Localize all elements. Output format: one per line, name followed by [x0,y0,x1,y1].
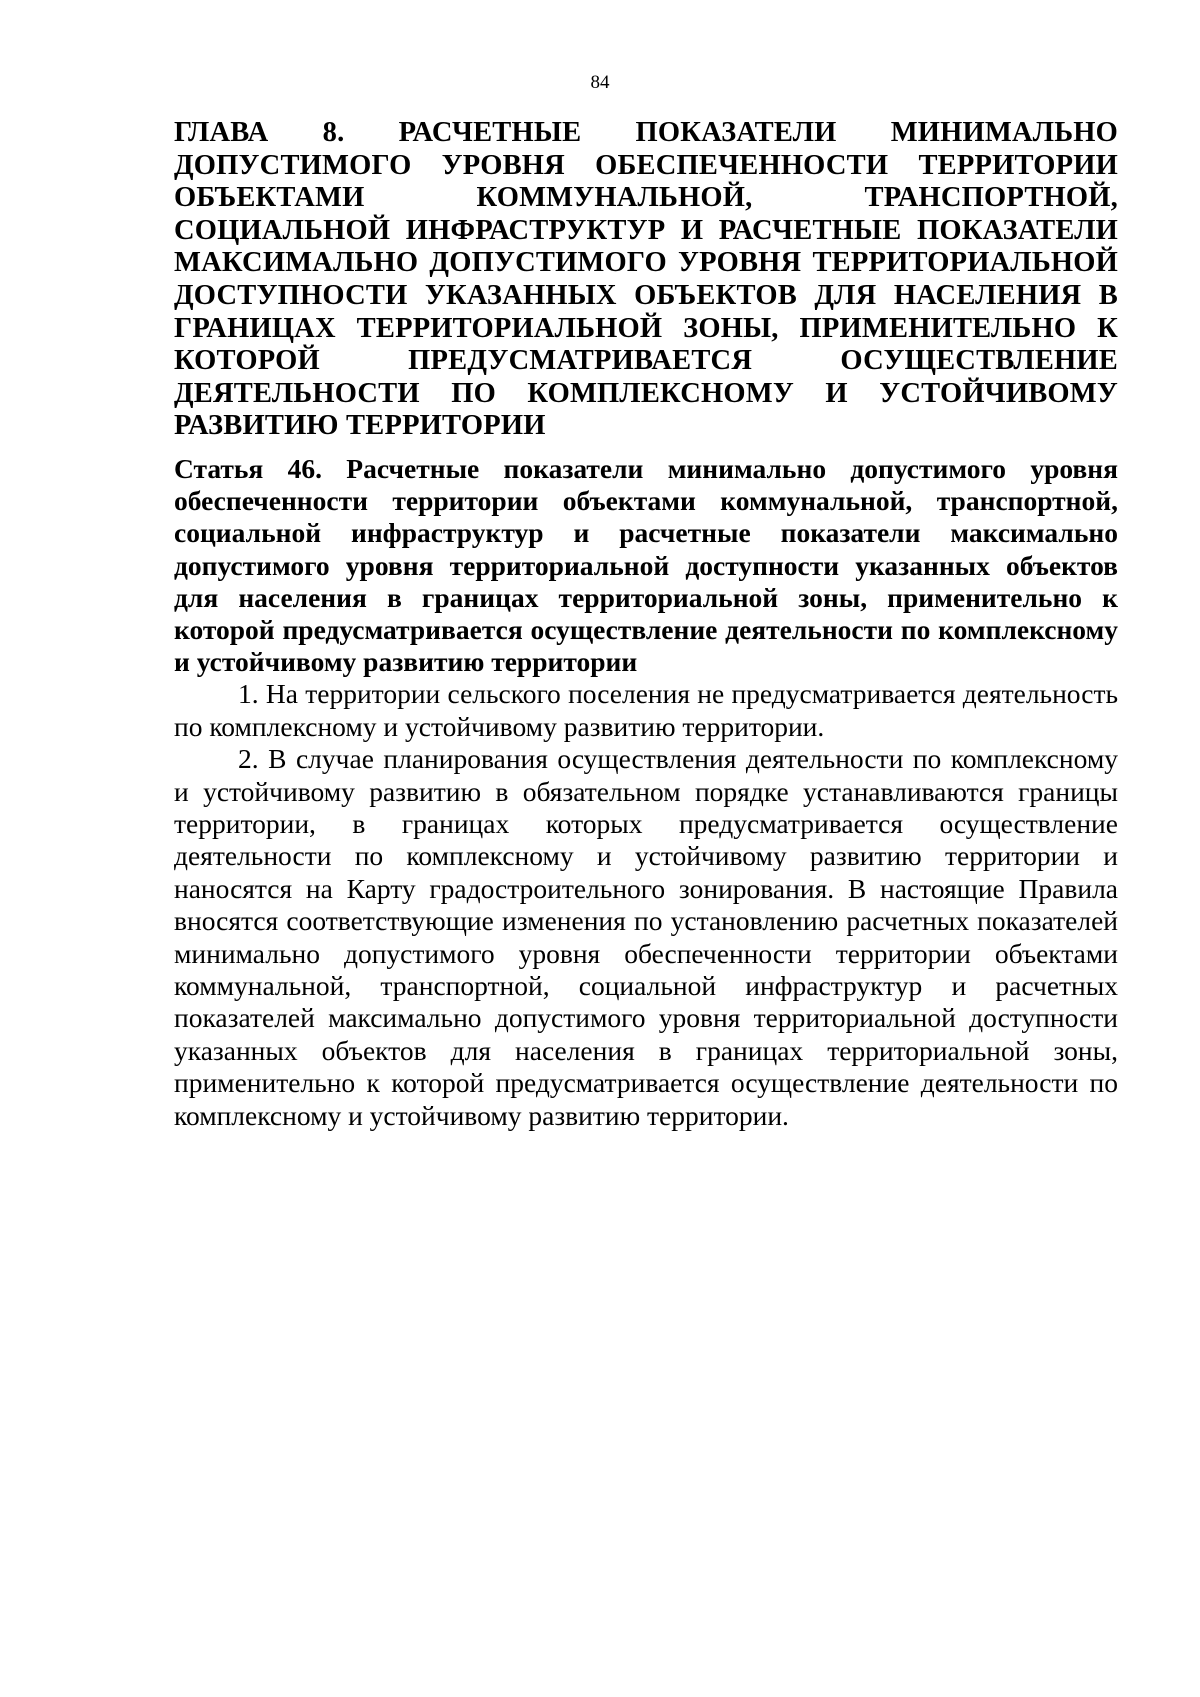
article-paragraph-1: 1. На территории сельского поселения не предусматривается деятельность по комплексному и устойчивому развитию территории. [174,678,1118,742]
page-content [174,117,1118,1132]
page-number: 84 [590,72,610,93]
article-title: Статья 46. Расчетные показатели минимально допустимого уровня обеспеченности территории объектами коммунальной, транспортной, социальной инфраструктур и расчетные показатели максимально допустимого уровня территориальной доступности указанных объектов для населения в границах территориальной зоны, применительно к которой предусматривается осуществление деятельности по комплексному и устойчивому развитию территории [174,452,1118,678]
chapter-title: ГЛАВА 8. РАСЧЕТНЫЕ ПОКАЗАТЕЛИ МИНИМАЛЬНО ДОПУСТИМОГО УРОВНЯ ОБЕСПЕЧЕННОСТИ ТЕРРИТОРИИ ОБЪЕКТАМИ КОММУНАЛЬНОЙ, ТРАНСПОРТНОЙ, СОЦИАЛЬНОЙ ИНФРАСТРУКТУР И РАСЧЕТНЫЕ ПОКАЗАТЕЛИ МАКСИМАЛЬНО ДОПУСТИМОГО УРОВНЯ ТЕРРИТОРИАЛЬНОЙ ДОСТУПНОСТИ УКАЗАННЫХ ОБЪЕКТОВ ДЛЯ НАСЕЛЕНИЯ В ГРАНИЦАХ ТЕРРИТОРИАЛЬНОЙ ЗОНЫ, ПРИМЕНИТЕЛЬНО К КОТОРОЙ ПРЕДУСМАТРИВАЕТСЯ ОСУЩЕСТВЛЕНИЕ ДЕЯТЕЛЬНОСТИ ПО КОМПЛЕКСНОМУ И УСТОЙЧИВОМУ РАЗВИТИЮ ТЕРРИТОРИИ [174,117,1118,442]
article-paragraph-2: 2. В случае планирования осуществления деятельности по комплексному и устойчивому развитию в обязательном порядке устанавливаются границы территории, в границах которых предусматривается осуществление деятельности по комплексному и устойчивому развитию территории и наносятся на Карту градостроительного зонирования. В настоящие Правила вносятся соответствующие изменения по установлению расчетных показателей минимально допустимого уровня обеспеченности территории объектами коммунальной, транспортной, социальной инфраструктур и расчетных показателей максимально допустимого уровня территориальной доступности указанных объектов для населения в границах территориальной зоны, применительно к которой предусматривается осуществление деятельности по комплексному и устойчивому развитию территории. [174,743,1118,1131]
